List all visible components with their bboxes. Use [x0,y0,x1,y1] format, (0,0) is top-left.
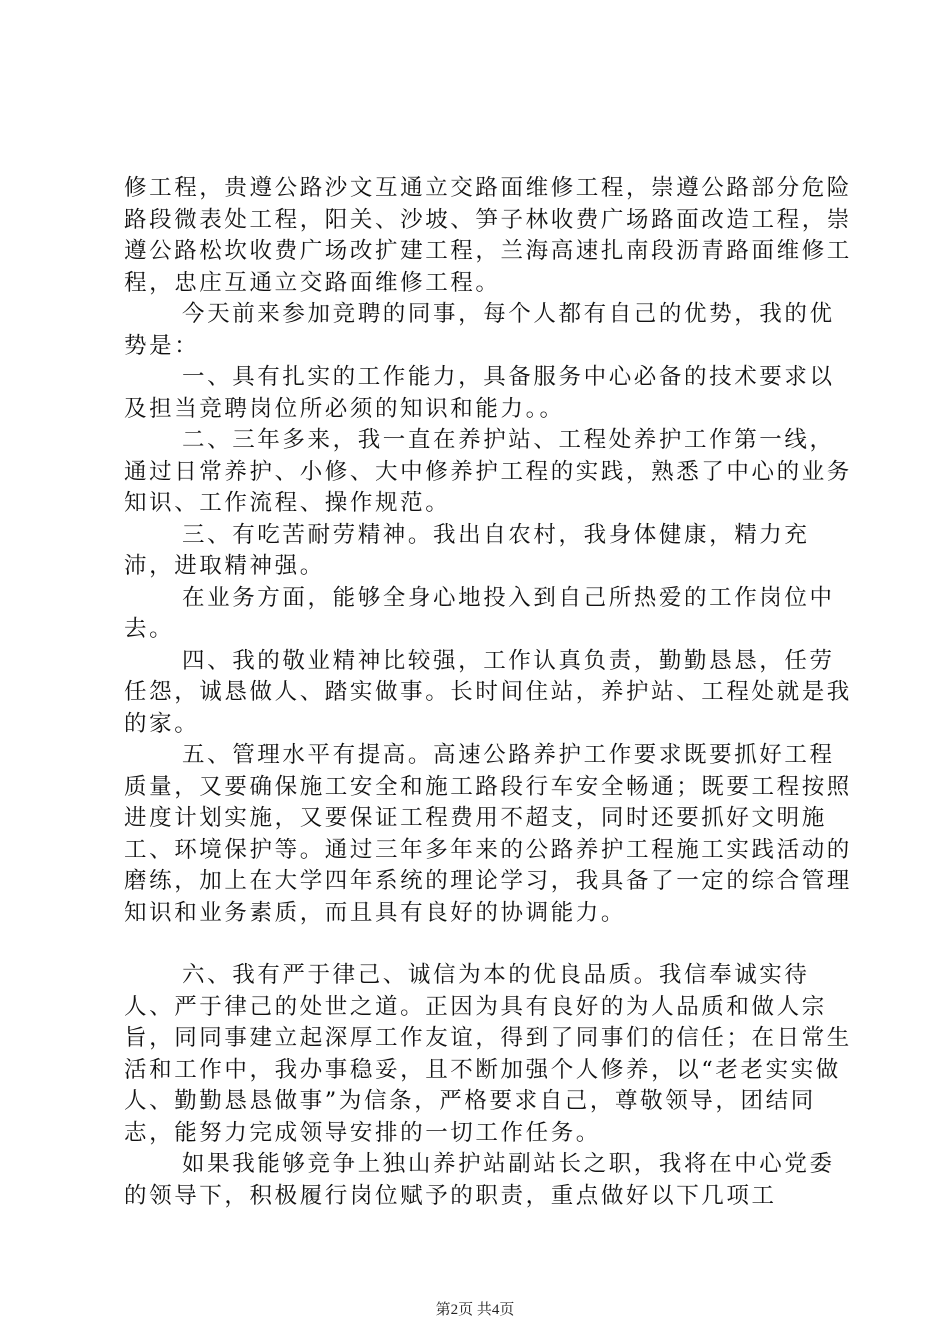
paragraph-point-1: 一、具有扎实的工作能力，具备服务中心必备的技术要求以及担当竞聘岗位所必须的知识和能力。。 [124,364,835,422]
document-body [124,173,854,1212]
paragraph-continuation: 修工程，贵遵公路沙文互通立交路面维修工程，崇遵公路部分危险路段微表处工程，阳关、沙坡、笋子林收费广场路面改造工程，崇遵公路松坎收费广场改扩建工程，兰海高速扎南段沥青路面维修工程，忠庄互通立交路面维修工程。 [124,175,852,296]
page-footer: 第2页 共4页 [435,1302,515,1318]
paragraph-intro: 今天前来参加竞聘的同事，每个人都有自己的优势，我的优势是： [124,301,835,359]
paragraph-point-2: 二、三年多来，我一直在养护站、工程处养护工作第一线，通过日常养护、小修、大中修养护工程的实践，熟悉了中心的业务知识、工作流程、操作规范。 [124,427,852,516]
paragraph-gap [124,929,854,960]
paragraph-conclusion: 如果我能够竞争上独山养护站副站长之职，我将在中心党委的领导下，积极履行岗位赋予的职责，重点做好以下几项工 [124,1151,835,1209]
paragraph-point-3: 三、有吃苦耐劳精神。我出自农村，我身体健康，精力充沛，进取精神强。 [124,521,810,579]
paragraph-point-4: 四、我的敬业精神比较强，工作认真负责，勤勤恳恳，任劳任怨，诚恳做人、踏实做事。长时间住站，养护站、工程处就是我的家。 [124,647,852,737]
paragraph-point-5: 五、管理水平有提高。高速公路养护工作要求既要抓好工程质量，又要确保施工安全和施工路段行车安全畅通；既要工程按照进度计划实施，又要保证工程费用不超支，同时还要抓好文明施工、环境保护等。通过三年多年来的公路养护工程施工实践活动的磨练，加上在大学四年系统的理论学习，我具备了一定的综合管理知识和业务素质，而且具有良好的协调能力。 [124,742,852,926]
paragraph-point-6: 六、我有严于律己、诚信为本的优良品质。我信奉诚实待人、严于律己的处世之道。正因为具有良好的为人品质和做人宗旨，同同事建立起深厚工作友谊，得到了同事们的信任；在日常生活和工作中，我办事稳妥，且不断加强个人修养，以“老老实实做人、勤勤恳恳做事”为信条，严格要求自己，尊敬领导，团结同志，能努力完成领导安排的一切工作任务。 [124,962,852,1146]
paragraph-business: 在业务方面，能够全身心地投入到自己所热爱的工作岗位中去。 [124,584,835,642]
